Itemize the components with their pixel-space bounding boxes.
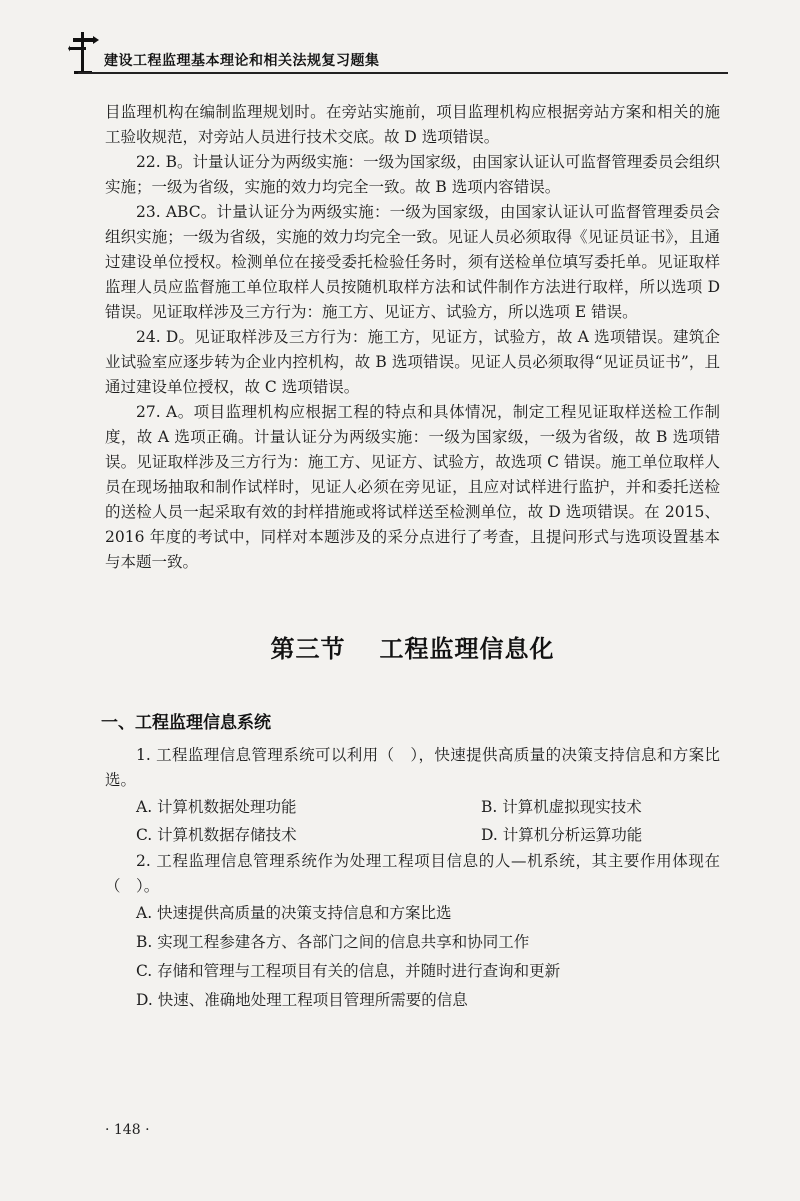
question-stem: 1. 工程监理信息管理系统可以利用（ ），快速提供高质量的决策支持信息和方案比选。 bbox=[105, 746, 720, 789]
option-c: C. 计算机数据存储技术 bbox=[136, 826, 297, 844]
page-number: · 148 · bbox=[105, 1122, 150, 1138]
page-header bbox=[68, 30, 728, 80]
answer-paragraph: 22. B。计量认证分为两级实施：一级为国家级，由国家认证认可监督管理委员会组织实施；一级为省级，实施的效力均完全一致。故 B 选项内容错误。 bbox=[105, 153, 720, 196]
option-c: C. 存储和管理与工程项目有关的信息，并随时进行查询和更新 bbox=[136, 962, 561, 980]
section-title: 工程监理信息化 bbox=[379, 635, 555, 663]
answer-paragraph: 24. D。见证取样涉及三方行为：施工方，见证方，试验方，故 A 选项错误。建筑企业试验室应逐步转为企业内控机构，故 B 选项错误。见证人员必须取得“见证员证书”，且通过建设单位授权，故 C 选项错误。 bbox=[105, 328, 720, 396]
signpost-logo-icon bbox=[68, 30, 100, 74]
answer-paragraph: 27. A。项目监理机构应根据工程的特点和具体情况，制定工程见证取样送检工作制度，故 A 选项正确。计量认证分为两级实施：一级为国家级，一级为省级，故 B 选项错误。见证取样涉及三方行为：施工方、见证方、试验方，故选项 C 错误。施工单位取样人员在现场抽取和制作试样时，见证人必须在旁见证，且应对试样进行监护，并和委托送检的送检人员一起采取有效的封样措施或将试样送至检测单位，故 D 选项错误。在 2015、2016 年度的考试中，同样对本题涉及的采分点进行了考查，且提问形式与选项设置基本与本题一致。 bbox=[105, 403, 720, 571]
option-a: A. 快速提供高质量的决策支持信息和方案比选 bbox=[136, 904, 452, 922]
option-d: D. 快速、准确地处理工程项目管理所需要的信息 bbox=[136, 991, 468, 1009]
running-title: 建设工程监理基本理论和相关法规复习题集 bbox=[104, 53, 380, 69]
question-stem: 2. 工程监理信息管理系统作为处理工程项目信息的人—机系统，其主要作用体现在（ ）。 bbox=[105, 852, 720, 895]
page-content bbox=[101, 100, 720, 1015]
option-d: D. 计算机分析运算功能 bbox=[481, 826, 643, 844]
section-heading bbox=[105, 629, 720, 664]
answer-paragraph: 目监理机构在编制监理规划时。在旁站实施前，项目监理机构应根据旁站方案和相关的施工验收规范，对旁站人员进行技术交底。故 D 选项错误。 bbox=[105, 103, 720, 146]
header-rule bbox=[78, 72, 728, 74]
option-b: B. 计算机虚拟现实技术 bbox=[481, 798, 642, 816]
option-a: A. 计算机数据处理功能 bbox=[136, 798, 297, 816]
section-number: 第三节 bbox=[270, 635, 346, 663]
option-b: B. 实现工程参建各方、各部门之间的信息共享和协同工作 bbox=[136, 933, 530, 951]
subsection-heading: 一、工程监理信息系统 bbox=[101, 713, 271, 733]
question-options bbox=[105, 793, 720, 849]
answer-paragraph: 23. ABC。计量认证分为两级实施：一级为国家级，由国家认证认可监督管理委员会组织实施；一级为省级，实施的效力均完全一致。见证人员必须取得《见证员证书》，且通过建设单位授权。检测单位在接受委托检验任务时，须有送检单位填写委托单。见证取样监理人员应监督施工单位取样人员按随机取样方法和试件制作方法进行取样，所以选项 D 错误。见证取样涉及三方行为：施工方、见证方、试验方，所以选项 E 错误。 bbox=[105, 203, 720, 321]
